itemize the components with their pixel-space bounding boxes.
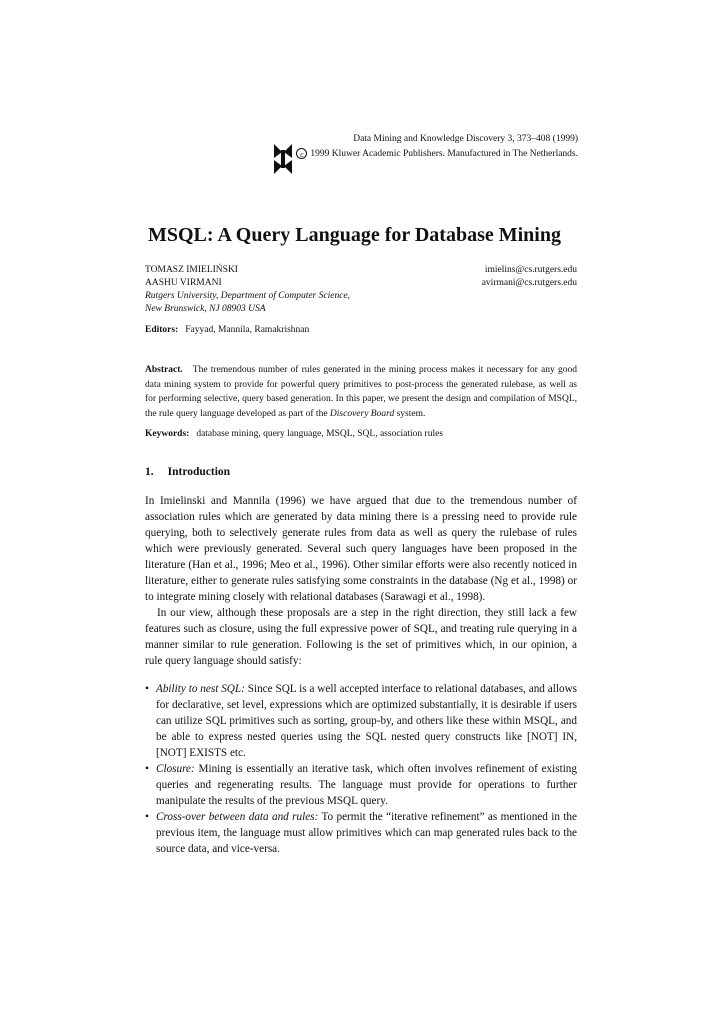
abstract-text: The tremendous number of rules generated in the mining process makes it necessary for any good data mining system to provide for powerful query primitives to post-process the generated rulebase, as well as for performing selective, query based generation. In this paper, we present the design and compilation of MSQL, the rule query language developed as part of the [145, 365, 577, 419]
list-item-term: Closure: [156, 763, 195, 775]
keywords-label: Keywords: [145, 429, 190, 439]
author-row [145, 277, 577, 290]
author-name: TOMASZ IMIELIŃSKI [145, 265, 238, 275]
keywords-text: database mining, query language, MSQL, SQL, association rules [196, 429, 444, 439]
paper-title: MSQL: A Query Language for Database Mining [148, 224, 561, 246]
list-item [145, 681, 577, 761]
author-block [145, 264, 577, 316]
copyright-text: 1999 Kluwer Academic Publishers. Manufactured in The Netherlands. [310, 149, 578, 159]
author-email[interactable]: imielins@cs.rutgers.edu [484, 265, 577, 275]
abstract-text-end: system. [396, 408, 426, 419]
author-row [145, 264, 577, 277]
journal-citation: Data Mining and Knowledge Discovery 3, 373–408 (1999) [353, 134, 578, 144]
paragraph: In Imielinski and Mannila (1996) we have argued that due to the tremendous number of association rules which are generated by data mining there is a pressing need to provide rule querying, both to selectively generate rules from data as well as query the rulebase of rules which were previously generated. Several such query languages have been proposed in the literature (Han et al., 1996; Meo et al., 1996). Other similar efforts were also recently noticed in literature, either to generate rules satisfying some constraints in the database (Ng et al., 1998) or to integrate mining closely with relational databases (Sarawagi et al., 1998). [145, 495, 577, 603]
list-item-text: Since SQL is a well accepted interface to relational databases, and allows for declarative, set level, expressions which are optimized substantially, it is desirable if users can utilize SQL primitives such as sorting, group-by, and others like these within MSQL, and be able to express nested queries using the SQL nested query constructs like [NOT] IN, [NOT] EXISTS etc. [156, 683, 577, 759]
section-title: Introduction [167, 466, 231, 478]
requirements-list [145, 681, 577, 857]
list-item-text: Mining is essentially an iterative task, which often involves refinement of existing queries and regenerating results. The language must provide for operations to further manipulate the results of the previous MSQL query. [156, 763, 577, 807]
list-item-term: Ability to nest SQL: [156, 683, 245, 695]
author-email[interactable]: avirmani@cs.rutgers.edu [481, 278, 577, 288]
bullet-icon: • [145, 683, 149, 695]
list-item-text: To permit the “iterative refinement” as mentioned in the previous item, the language must allow primitives which can map generated rules back to the source data, and vice-versa. [156, 811, 577, 855]
list-item [145, 809, 577, 857]
publisher-logo-icon [272, 142, 294, 176]
bullet-icon: • [145, 811, 149, 823]
bullet-icon: • [145, 763, 149, 775]
editors-names: Fayyad, Mannila, Ramakrishnan [185, 325, 310, 335]
abstract-label: Abstract. [145, 365, 183, 375]
body-text [145, 493, 577, 857]
section-number: 1. [145, 466, 154, 478]
author-name: AASHU VIRMANI [145, 278, 222, 288]
abstract [145, 363, 577, 421]
list-item [145, 761, 577, 809]
section-heading [145, 466, 230, 478]
abstract-system-name: Discovery Board [329, 408, 395, 419]
journal-header [272, 132, 578, 176]
editors-line [145, 325, 309, 335]
paragraph: In our view, although these proposals are a step in the right direction, they still lack a few features such as closure, using the full expressive power of SQL, and treating rule querying in a manner similar to rule generation. Following is the set of primitives which, in our opinion, a rule query language should satisfy: [145, 607, 577, 667]
editors-label: Editors: [145, 325, 179, 335]
affiliation-line: New Brunswick, NJ 08903 USA [145, 304, 266, 314]
affiliation-line: Rutgers University, Department of Computer Science, [145, 291, 351, 301]
copyright-icon: c [296, 148, 307, 159]
journal-copyright [296, 147, 578, 162]
list-item-term: Cross-over between data and rules: [156, 811, 319, 823]
keywords-line [145, 429, 443, 439]
